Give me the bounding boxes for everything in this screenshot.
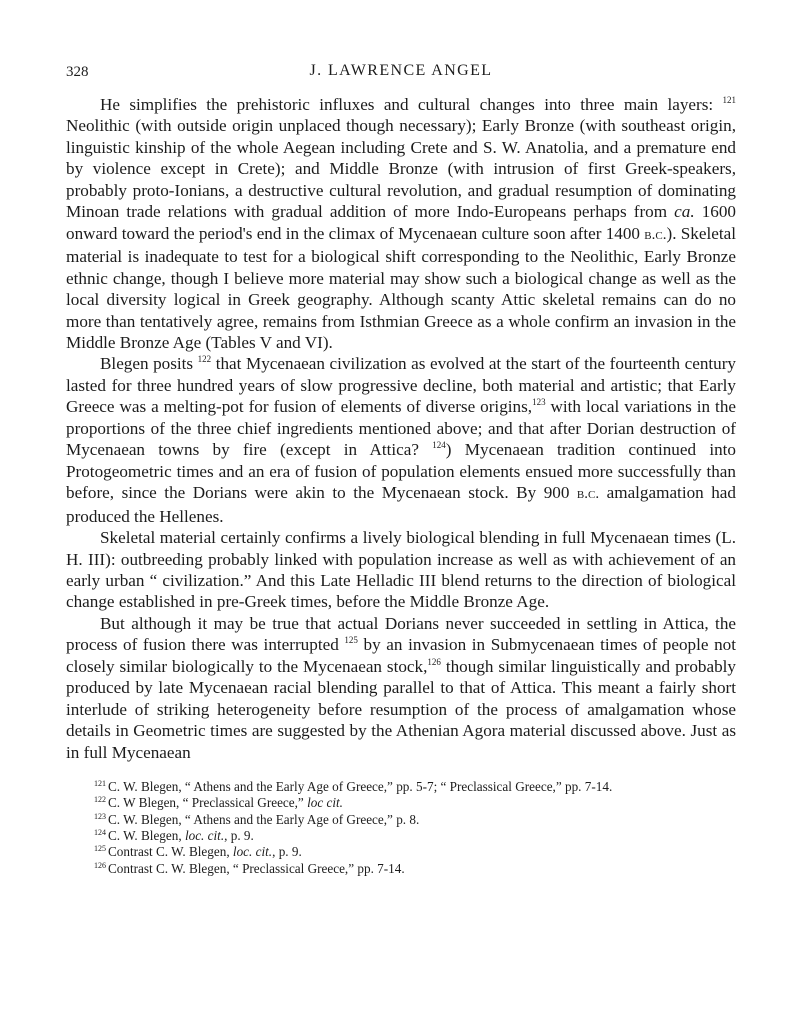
- footnote-number: 125: [94, 844, 106, 854]
- footnotes: [66, 779, 736, 877]
- text-run: , p. 9.: [272, 844, 302, 860]
- page-number: 328: [66, 64, 89, 80]
- footnote: [94, 795, 736, 811]
- italic-text: ca.: [674, 202, 695, 222]
- footnote-ref: 121: [722, 95, 736, 105]
- footnote-number: 124: [94, 827, 106, 837]
- text-run: Blegen posits: [100, 354, 198, 374]
- body-text: [66, 94, 736, 763]
- text-run: Contrast C. W. Blegen,: [108, 844, 233, 860]
- page-header: [66, 58, 736, 84]
- small-caps-text: b.c.: [644, 226, 667, 243]
- text-run: though similar linguistically and probably produced by late Mycenaean racial blending parallel to that of Attica. This meant a fairly short interlude of striking heterogeneity before resumption of the process of amalgamation whose details in Geometric times are suggested by the Athenian Agora material discussed above. Just as in full Mycenaean: [66, 656, 736, 762]
- footnote-number: 126: [94, 860, 106, 870]
- running-title: J. LAWRENCE ANGEL: [309, 62, 493, 79]
- footnote-ref: 122: [197, 354, 212, 365]
- footnote-ref: 126: [427, 656, 441, 667]
- text-run: ). Skeletal material is inadequate to test for a biological shift corresponding to the Neolithic, Early Bronze ethnic change, though I believe more material may show such a biological change as well as the local diversity logical in Greek geography. Although scanty Attic skeletal remains can do no more than tentatively agree, remains from Isthmian Greece as a whole confirm an invasion in the Middle Bronze Age (Tables V and VI).: [66, 223, 736, 352]
- text-run: by an invasion in Submycenaean times of people not closely similar biologically to the Mycenaean stock,: [66, 635, 736, 676]
- text-run: But although it may be true that actual Dorians never succeeded in settling in Attica, the process of fusion there was interrupted: [66, 613, 736, 655]
- text-run: Contrast C. W. Blegen, “ Preclassical Greece,” pp. 7-14.: [108, 860, 405, 876]
- text-run: that Mycenaean civilization as evolved at the start of the fourteenth century lasted for three hundred years of slow progressive decline, both material and artistic; that Early Greece was a melting-pot for fusion of elements of diverse origins,: [66, 354, 736, 417]
- document-page: [66, 58, 736, 877]
- footnote: [94, 812, 736, 828]
- text-run: , p. 9.: [224, 827, 254, 843]
- footnote: [94, 828, 736, 844]
- paragraph: [66, 353, 736, 527]
- footnote-ref: 124: [432, 440, 446, 451]
- paragraph: [66, 94, 736, 353]
- text-run: Neolithic (with outside origin unplaced though necessary); Early Bronze (with southeast origin, linguistic kinship of the whole Aegean including Crete and S. W. Anatolia, and a premature end by violence except in Crete); and Middle Bronze (with intrusion of first Greek-speakers, probably proto-Ionians, a destructive cultural revolution, and gradual resumption of dominating Minoan trade relations with gradual addition of more Indo-Europeans perhaps from: [66, 116, 736, 222]
- footnote-number: 122: [94, 795, 106, 805]
- footnote: [94, 779, 736, 795]
- text-run: with local variations in the proportions of the three chief ingredients mentioned above; and that after Dorian destruction of Mycenaean towns by fire (except in Attica?: [66, 397, 737, 460]
- italic-text: loc. cit.: [232, 844, 273, 860]
- footnote-number: 123: [94, 811, 106, 821]
- text-run: C. W. Blegen, “ Athens and the Early Age of Greece,” pp. 5-7; “ Preclassical Greece,” pp. 7-14.: [108, 779, 613, 795]
- footnote: [94, 844, 736, 860]
- paragraph: [66, 527, 736, 613]
- italic-text: loc cit.: [307, 795, 343, 811]
- footnote-number: 121: [94, 779, 106, 789]
- text-run: 1600 onward toward the period's end in the climax of Mycenaean culture soon after 1400: [66, 202, 736, 243]
- footnote-ref: 125: [344, 635, 358, 646]
- text-run: Skeletal material certainly confirms a lively biological blending in full Mycenaean times (L. H. III): outbreeding probably linked with population increase as well as with achievement of an early urban “ civilization.” And this Late Helladic III blend returns to the direction of biological change established in pre-Greek times, before the Middle Bronze Age.: [66, 528, 736, 612]
- text-run: amalgamation had produced the Hellenes.: [66, 483, 736, 526]
- footnote: [94, 861, 736, 877]
- footnote-ref: 123: [532, 397, 546, 408]
- text-run: C. W Blegen, “ Preclassical Greece,”: [108, 795, 308, 811]
- small-caps-text: b.c.: [576, 486, 600, 503]
- text-run: He simplifies the prehistoric influxes and cultural changes into three main layers:: [100, 95, 723, 114]
- text-run: C. W. Blegen, “ Athens and the Early Age of Greece,” p. 8.: [108, 811, 420, 827]
- paragraph: [66, 613, 736, 763]
- text-run: ) Mycenaean tradition continued into Protogeometric times and an era of fusion of population elements ensued more successfully than before, since the Dorians were akin to the Mycenaean stock. By 900: [66, 440, 736, 503]
- text-run: C. W. Blegen,: [108, 827, 185, 843]
- italic-text: loc. cit.: [184, 827, 225, 843]
